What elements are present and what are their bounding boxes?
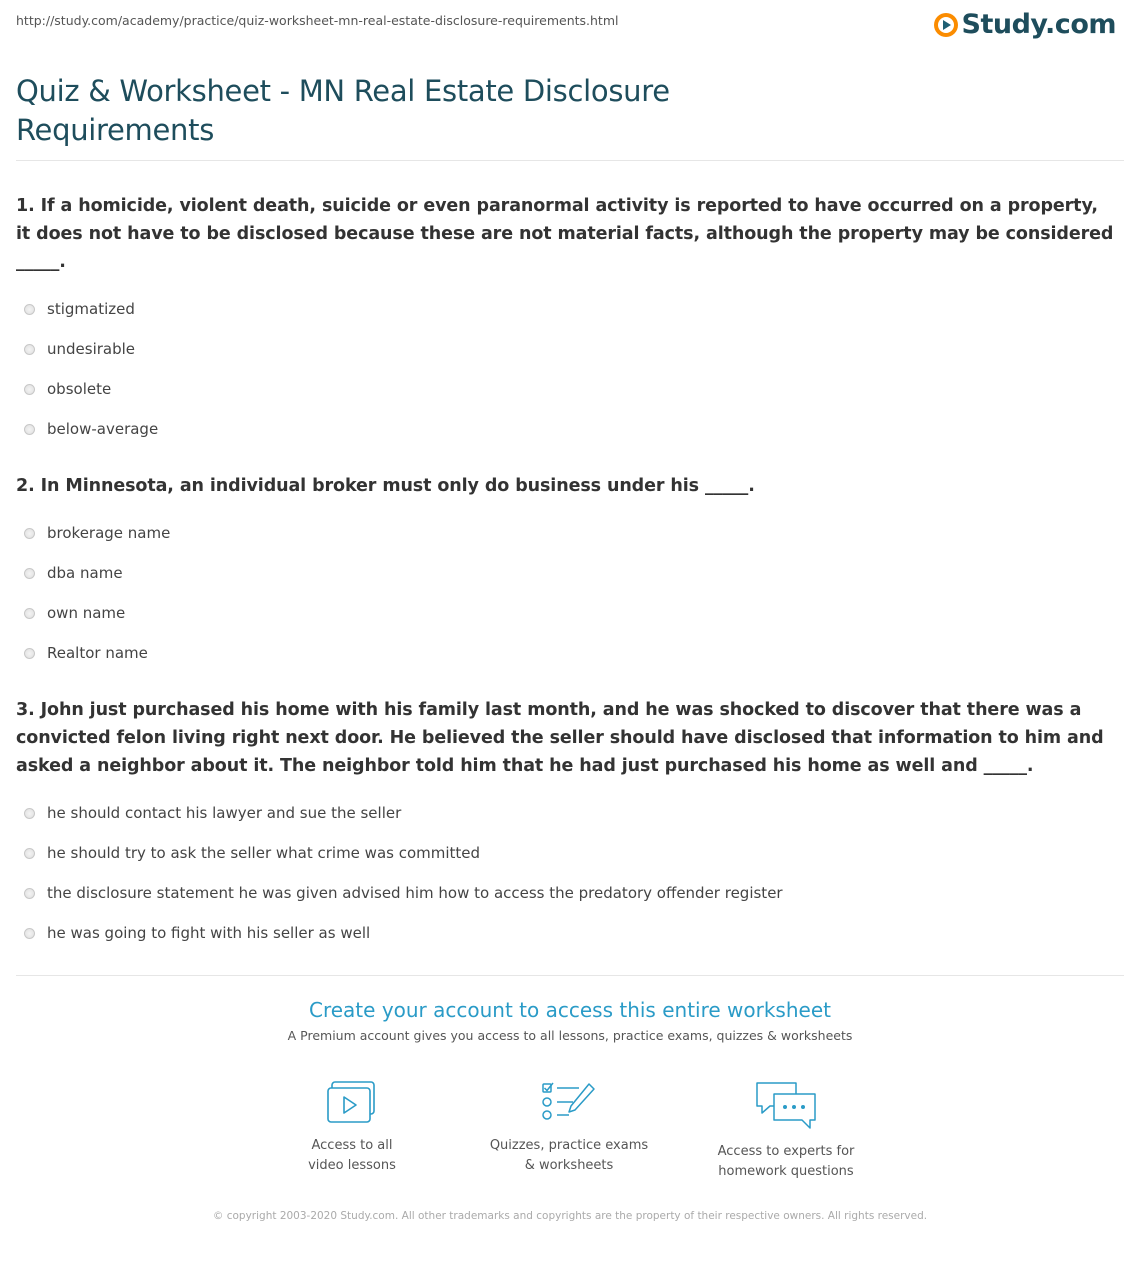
page-url: http://study.com/academy/practice/quiz-worksheet-mn-real-estate-disclosure-requirements.html xyxy=(16,13,619,28)
answer-option[interactable]: undesirable xyxy=(16,329,1116,369)
title-divider xyxy=(16,160,1124,161)
top-bar xyxy=(16,11,1116,51)
answer-option[interactable]: the disclosure statement he was given advised him how to access the predatory offender register xyxy=(16,873,1116,913)
radio-button[interactable] xyxy=(24,888,35,899)
study-logo-icon xyxy=(934,13,958,37)
question-text: 2. In Minnesota, an individual broker must only do business under his _____. xyxy=(16,476,755,496)
signup-cta xyxy=(0,998,1140,1043)
study-logo-text: Study.com xyxy=(961,9,1116,40)
question-text: 1. If a homicide, violent death, suicide or even paranormal activity is reported to have occurred on a property, it does not have to be disclosed because these are not material facts, although the property may be considered _____. xyxy=(16,196,1114,272)
answer-option[interactable]: own name xyxy=(16,593,1116,633)
answer-option[interactable]: obsolete xyxy=(16,369,1116,409)
answer-option[interactable]: he was going to fight with his seller as well xyxy=(16,913,1116,953)
answer-option[interactable]: stigmatized xyxy=(16,289,1116,329)
answer-option[interactable]: Realtor name xyxy=(16,633,1116,673)
feature-quizzes: Quizzes, practice exams & worksheets xyxy=(469,1080,669,1176)
answer-option[interactable]: below-average xyxy=(16,409,1116,449)
radio-button[interactable] xyxy=(24,528,35,539)
answer-options xyxy=(16,513,1116,673)
answer-option[interactable]: brokerage name xyxy=(16,513,1116,553)
question-3 xyxy=(16,696,1116,953)
feature-experts: Access to experts for homework questions xyxy=(686,1080,886,1182)
answer-option[interactable]: dba name xyxy=(16,553,1116,593)
cta-divider xyxy=(16,975,1124,976)
video-lessons-icon xyxy=(326,1080,378,1126)
page-title: Quiz & Worksheet - MN Real Estate Disclosure Requirements xyxy=(16,74,670,147)
copyright-text: © copyright 2003-2020 Study.com. All other trademarks and copyrights are the property of their respective owners. All rights reserved. xyxy=(212,1210,928,1222)
quiz-checklist-icon xyxy=(541,1080,597,1126)
radio-button[interactable] xyxy=(24,928,35,939)
radio-button[interactable] xyxy=(24,808,35,819)
cta-subtitle: A Premium account gives you access to all lessons, practice exams, quizzes & worksheets xyxy=(287,1028,853,1043)
radio-button[interactable] xyxy=(24,648,35,659)
feature-video-lessons: Access to all video lessons xyxy=(252,1080,452,1176)
radio-button[interactable] xyxy=(24,848,35,859)
cta-link[interactable]: Create your account to access this entire worksheet xyxy=(309,998,831,1022)
answer-option[interactable]: he should contact his lawyer and sue the seller xyxy=(16,793,1116,833)
study-logo[interactable] xyxy=(934,9,1116,40)
radio-button[interactable] xyxy=(24,344,35,355)
chat-experts-icon xyxy=(754,1080,818,1132)
radio-button[interactable] xyxy=(24,304,35,315)
radio-button[interactable] xyxy=(24,568,35,579)
answer-options xyxy=(16,793,1116,953)
question-text: 3. John just purchased his home with his family last month, and he was shocked to discover that there was a convicted felon living right next door. He believed the seller should have disclosed that information to him and asked a neighbor about it. The neighbor told him that he had just purchased his home as well and _____. xyxy=(16,700,1104,776)
answer-options xyxy=(16,289,1116,449)
question-1 xyxy=(16,192,1116,449)
radio-button[interactable] xyxy=(24,608,35,619)
question-2 xyxy=(16,472,1116,673)
radio-button[interactable] xyxy=(24,424,35,435)
answer-option[interactable]: he should try to ask the seller what crime was committed xyxy=(16,833,1116,873)
radio-button[interactable] xyxy=(24,384,35,395)
footer xyxy=(0,1208,1140,1224)
